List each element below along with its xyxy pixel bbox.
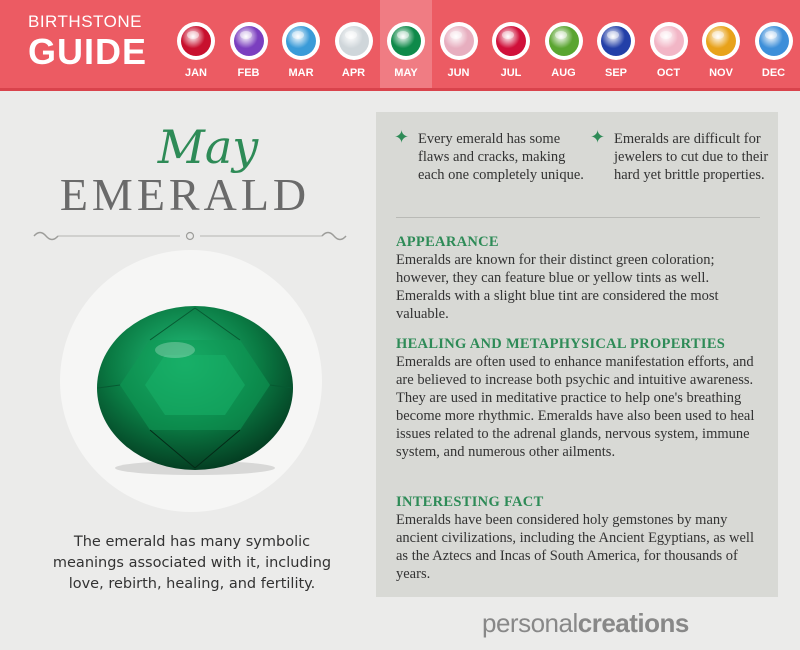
month-tab-sep[interactable] (590, 0, 642, 88)
sparkle-icon: ✦ (394, 127, 410, 147)
month-tab-dec[interactable] (748, 0, 800, 88)
stone-name-title: EMERALD (59, 169, 311, 220)
section-healing (396, 336, 766, 461)
month-label: JAN (184, 67, 207, 79)
stone-caption: The emerald has many symbolic meanings associated with it, including love, rebirth, healing, and fertility. (52, 534, 332, 592)
month-tab-may[interactable] (380, 0, 432, 88)
ornament-divider (30, 228, 350, 244)
month-label: SEP (604, 67, 627, 79)
month-tab-nov[interactable] (695, 0, 747, 88)
panel-divider (396, 217, 760, 218)
month-tab-feb[interactable] (223, 0, 275, 88)
fact-flaws-text: Every emerald has some flaws and cracks, making each one completely unique. (418, 131, 584, 183)
section-heading: INTERESTING FACT (396, 494, 544, 510)
month-tab-apr[interactable] (328, 0, 380, 88)
section-heading: HEALING AND METAPHYSICAL PROPERTIES (396, 336, 726, 352)
gem-icon (282, 22, 320, 60)
gem-icon (177, 22, 215, 60)
month-label: JUL (500, 67, 522, 79)
month-label: MAR (288, 67, 314, 79)
month-tab-aug[interactable] (538, 0, 590, 88)
month-label: JUN (447, 67, 470, 79)
fact-flaws (394, 127, 588, 184)
logo-part-creations: creations (577, 608, 689, 638)
section-body: Emeralds are often used to enhance manifestation efforts, and are believed to increase both psychic and intuitive awareness. They are used in meditative practice to help one's breathing become more rhythmic. Emeralds have also been used to heal issues related to the adrenal glands, nervous system, immune system, and numerous other ailments. (396, 354, 755, 460)
fact-cutting-text: Emeralds are difficult for jewelers to cut due to their hard yet brittle properties. (614, 131, 769, 183)
section-appearance (396, 234, 766, 323)
gem-icon (650, 22, 688, 60)
logo-part-personal: personal (482, 608, 578, 638)
month-label: DEC (761, 67, 786, 79)
gem-icon (597, 22, 635, 60)
gem-icon (755, 22, 793, 60)
month-tab-jun[interactable] (433, 0, 485, 88)
section-body: Emeralds are known for their distinct green coloration; however, they can feature blue or yellow tints as well. Emeralds with a slight blue tint are considered the most valuable. (396, 252, 719, 322)
month-label: APR (341, 67, 366, 79)
month-label: MAY (394, 67, 418, 79)
emerald-gem-image (95, 300, 295, 475)
month-label: FEB (237, 67, 260, 79)
month-label: NOV (709, 67, 733, 79)
month-label: AUG (551, 67, 576, 79)
header-banner (0, 0, 800, 91)
brand-bottom-text: GUIDE (28, 31, 148, 72)
gem-icon (440, 22, 478, 60)
month-tab-jan[interactable] (170, 0, 222, 88)
section-body: Emeralds have been considered holy gemstones by many ancient civilizations, including the Ancient Egyptians, as well as the Aztecs and Incas of South America, for thousands of years. (396, 512, 754, 582)
info-panel (376, 112, 778, 597)
month-nav (170, 0, 800, 88)
sparkle-icon: ✦ (590, 127, 606, 147)
brand-title (28, 12, 147, 70)
month-tab-jul[interactable] (485, 0, 537, 88)
month-tab-mar[interactable] (275, 0, 327, 88)
gem-icon (230, 22, 268, 60)
section-interesting-fact (396, 494, 766, 583)
gem-icon (335, 22, 373, 60)
brand-top-text: BIRTHSTONE (28, 12, 142, 31)
month-script-title: May (157, 120, 259, 174)
brand-logo[interactable] (482, 608, 689, 639)
gem-icon (492, 22, 530, 60)
month-label: OCT (656, 67, 681, 79)
gem-icon (545, 22, 583, 60)
gem-icon (387, 22, 425, 60)
fact-cutting (590, 127, 784, 184)
month-tab-oct[interactable] (643, 0, 695, 88)
section-heading: APPEARANCE (396, 234, 499, 250)
gem-icon (702, 22, 740, 60)
